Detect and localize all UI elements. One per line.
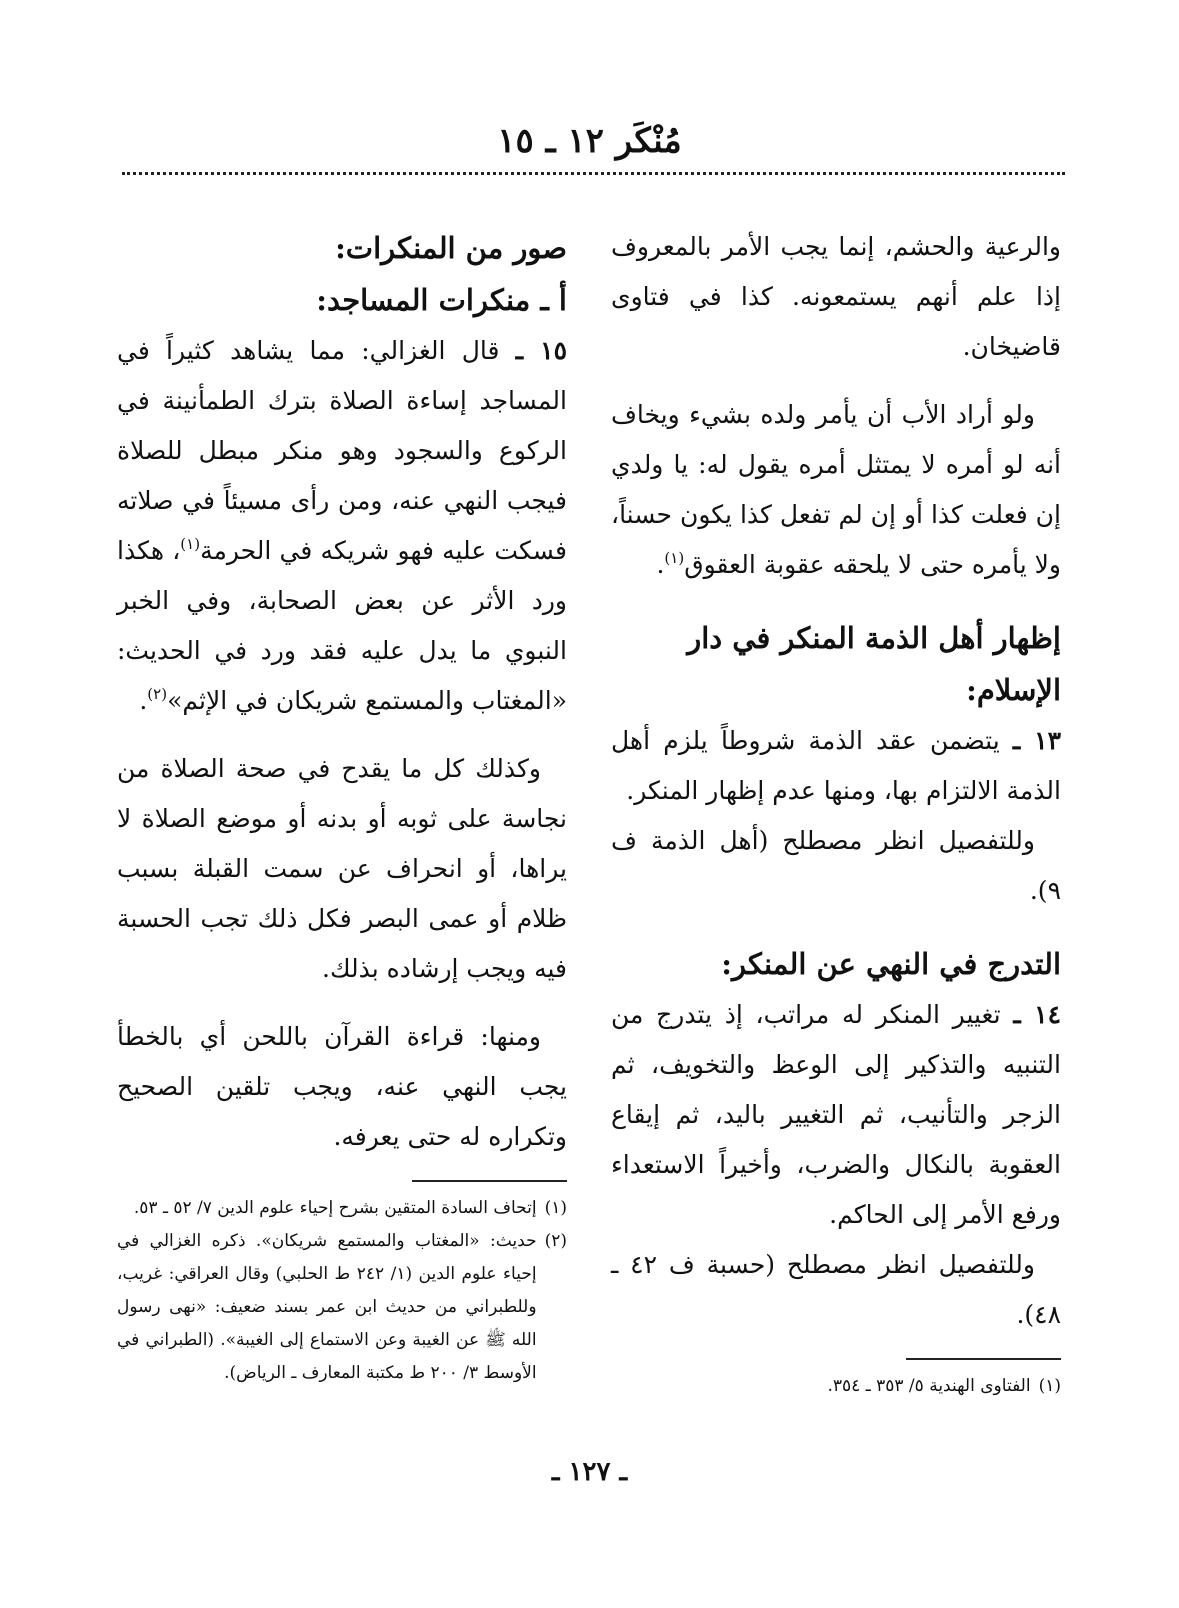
paragraph: والرعية والحشم، إنما يجب الأمر بالمعروف إذا علم أنهم يستمعونه. كذا في فتاوى قاضيخان. xyxy=(611,232,1061,361)
paragraph xyxy=(611,390,1061,590)
numbered-paragraph xyxy=(611,990,1061,1240)
paragraph: وللتفصيل انظر مصطلح (حسبة ف ٤٢ ـ ٤٨). xyxy=(611,1250,1061,1329)
footnote xyxy=(117,1225,567,1390)
footnote-number: (٢) xyxy=(544,1231,567,1251)
paragraph-end: . xyxy=(656,550,665,579)
footnote-number: (١) xyxy=(1038,1376,1061,1396)
paragraph-text: تغيير المنكر له مراتب، إذ يتدرج من التنبيه والتذكير إلى الوعظ والتخويف، ثم الزجر والتأنيب، ثم التغيير باليد، ثم إيقاع العقوبة بالنكال والضرب، وأخيراً الاستعداء ورفع الأمر إلى الحاكم. xyxy=(611,1000,1061,1229)
paragraph-end: . xyxy=(139,686,148,715)
section-heading: إظهار أهل الذمة المنكر في دار الإسلام: xyxy=(687,621,1061,707)
paragraph: ومنها: قراءة القرآن باللحن أي بالخطأ يجب النهي عنه، ويجب تلقين الصحيح وتكراره له حتى يعرفه. xyxy=(117,1022,567,1151)
running-title: مُنْكَر ١٢ ـ ١٥ xyxy=(497,121,682,161)
footnote-text: حديث: «المغتاب والمستمع شريكان». ذكره الغزالي في إحياء علوم الدين (١/ ٢٤٢ ط الحلبي) وقال العراقي: غريب، وللطبراني من حديث ابن عمر بسند ضعيف: «نهى رسول الله ﷺ عن الغيبة وعن الاستماع إلى الغيبة». (الطبراني في الأوسط ٣/ ٢٠٠ ط مكتبة المعارف ـ الرياض). xyxy=(117,1231,537,1383)
paragraph-text: يتضمن عقد الذمة شروطاً يلزم أهل الذمة الالتزام بها، ومنها عدم إظهار المنكر. xyxy=(611,726,1061,805)
footnote-text: إتحاف السادة المتقين بشرح إحياء علوم الدين ٧/ ٥٢ ـ ٥٣. xyxy=(133,1198,537,1218)
footnote-marker[interactable]: (١) xyxy=(664,549,685,567)
paragraph-number: ١٣ ـ xyxy=(1012,726,1062,755)
header-dotted-rule xyxy=(122,172,1065,175)
paragraph-number: ١٤ ـ xyxy=(1013,1000,1061,1029)
footnote-marker[interactable]: (١) xyxy=(180,535,201,553)
left-column xyxy=(117,222,567,1390)
footnote-rule xyxy=(412,1180,567,1182)
paragraph-text: قال الغزالي: مما يشاهد كثيراً في المساجد إساءة الصلاة بترك الطمأنينة في الركوع والسجود وهو منكر مبطل للصلاة فيجب النهي عنه، ومن رأى مسيئاً في صلاته فسكت عليه فهو شريكه في الحرمة xyxy=(117,336,568,565)
paragraph-text: ولو أراد الأب أن يأمر ولده بشيء ويخاف أنه لو أمره لا يمتثل أمره يقول له: يا ولدي إن فعلت كذا أو إن لم تفعل كذا يكون حسناً، ولا يأمره حتى لا يلحقه عقوبة العقوق xyxy=(611,400,1061,579)
numbered-paragraph xyxy=(117,326,567,726)
paragraph-text: ، هكذا ورد الأثر عن بعض الصحابة، وفي الخبر النبوي ما يدل عليه فقد ورد في الحديث: «المغتاب والمستمع شريكان في الإثم» xyxy=(117,536,567,715)
footnote xyxy=(611,1370,1061,1403)
paragraph-number: ١٥ ـ xyxy=(515,336,567,365)
paragraph: وكذلك كل ما يقدح في صحة الصلاة من نجاسة على ثوبه أو بدنه أو موضع الصلاة لا يراها، أو انحراف عن سمت القبلة بسبب ظلام أو عمى البصر فكل ذلك تجب الحسبة فيه ويجب إرشاده بذلك. xyxy=(117,754,567,983)
footnote-number: (١) xyxy=(544,1198,567,1218)
numbered-paragraph xyxy=(611,716,1061,816)
footnote-text: الفتاوى الهندية ٥/ ٣٥٣ ـ ٣٥٤. xyxy=(827,1376,1031,1396)
page-number: ـ ١٢٧ ـ xyxy=(551,1457,628,1487)
subsection-heading: أ ـ منكرات المساجد: xyxy=(316,283,567,317)
paragraph: وللتفصيل انظر مصطلح (أهل الذمة ف ٩). xyxy=(611,826,1061,905)
footnote-marker[interactable]: (٢) xyxy=(147,685,168,703)
footnote xyxy=(117,1192,567,1225)
section-heading: صور من المنكرات: xyxy=(335,231,567,265)
right-column xyxy=(611,222,1061,1403)
footnote-rule xyxy=(906,1358,1061,1360)
section-heading: التدرج في النهي عن المنكر: xyxy=(721,947,1061,981)
